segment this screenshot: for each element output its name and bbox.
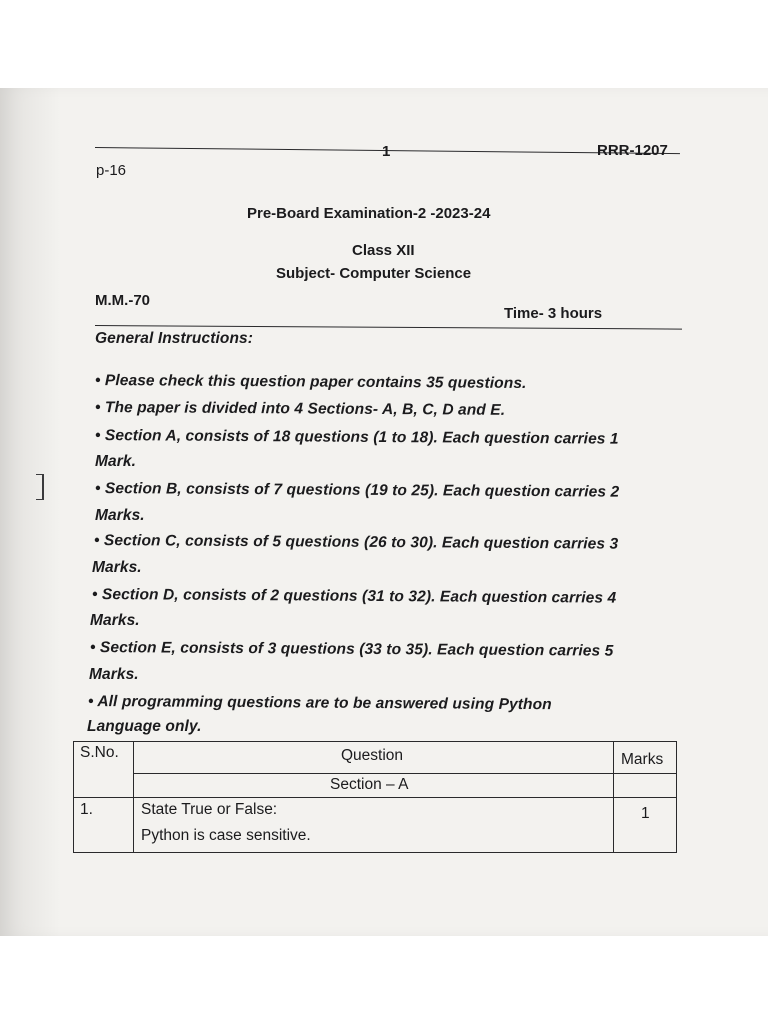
paper-code: RRR-1207: [597, 142, 668, 159]
question-table: [73, 741, 677, 853]
instruction-item: • Section E, consists of 3 questions (33 to 35). Each question carries 5: [89, 639, 614, 660]
section-label: Section – A: [330, 776, 409, 793]
instruction-item-cont: Marks.: [89, 666, 139, 683]
page-ref: p-16: [96, 162, 127, 179]
class-label: Class XII: [352, 242, 415, 259]
header-marks: Marks: [621, 751, 664, 768]
instruction-item: • Section D, consists of 2 questions (31 to 32). Each question carries 4: [91, 586, 617, 607]
instruction-item-cont: Marks.: [95, 507, 145, 524]
row-question-cont: Python is case sensitive.: [141, 827, 311, 844]
row-marks: 1: [641, 805, 650, 822]
row-question: State True or False:: [141, 801, 278, 818]
table-row-divider: [73, 797, 677, 798]
instruction-item: • All programming questions are to be answered using Python: [87, 693, 552, 714]
instruction-item: • Please check this question paper contains 35 questions.: [94, 372, 527, 393]
page-number: 1: [382, 143, 391, 160]
instruction-item: • Section C, consists of 5 questions (26 to 30). Each question carries 3: [93, 532, 619, 553]
table-row-divider: [133, 773, 677, 774]
instruction-item: • Section B, consists of 7 questions (19 to 25). Each question carries 2: [94, 480, 620, 501]
instruction-item: • The paper is divided into 4 Sections- A, B, C, D and E.: [94, 399, 506, 419]
exam-title: Pre-Board Examination-2 -2023-24: [247, 205, 491, 222]
instruction-item-cont: Marks.: [90, 612, 140, 629]
row-sno: 1.: [80, 801, 93, 818]
time-label: Time- 3 hours: [504, 305, 603, 322]
subject-label: Subject- Computer Science: [276, 265, 472, 282]
instruction-item-cont: Language only.: [87, 718, 202, 735]
header-sno: S.No.: [80, 744, 119, 761]
instructions-heading: General Instructions:: [95, 330, 253, 347]
header-question: Question: [341, 747, 404, 764]
instruction-item-cont: Mark.: [95, 453, 136, 470]
max-marks: M.M.-70: [95, 292, 151, 309]
margin-mark: [36, 474, 44, 500]
instruction-item-cont: Marks.: [92, 559, 142, 576]
instruction-item: • Section A, consists of 18 questions (1 to 18). Each question carries 1: [94, 427, 619, 448]
